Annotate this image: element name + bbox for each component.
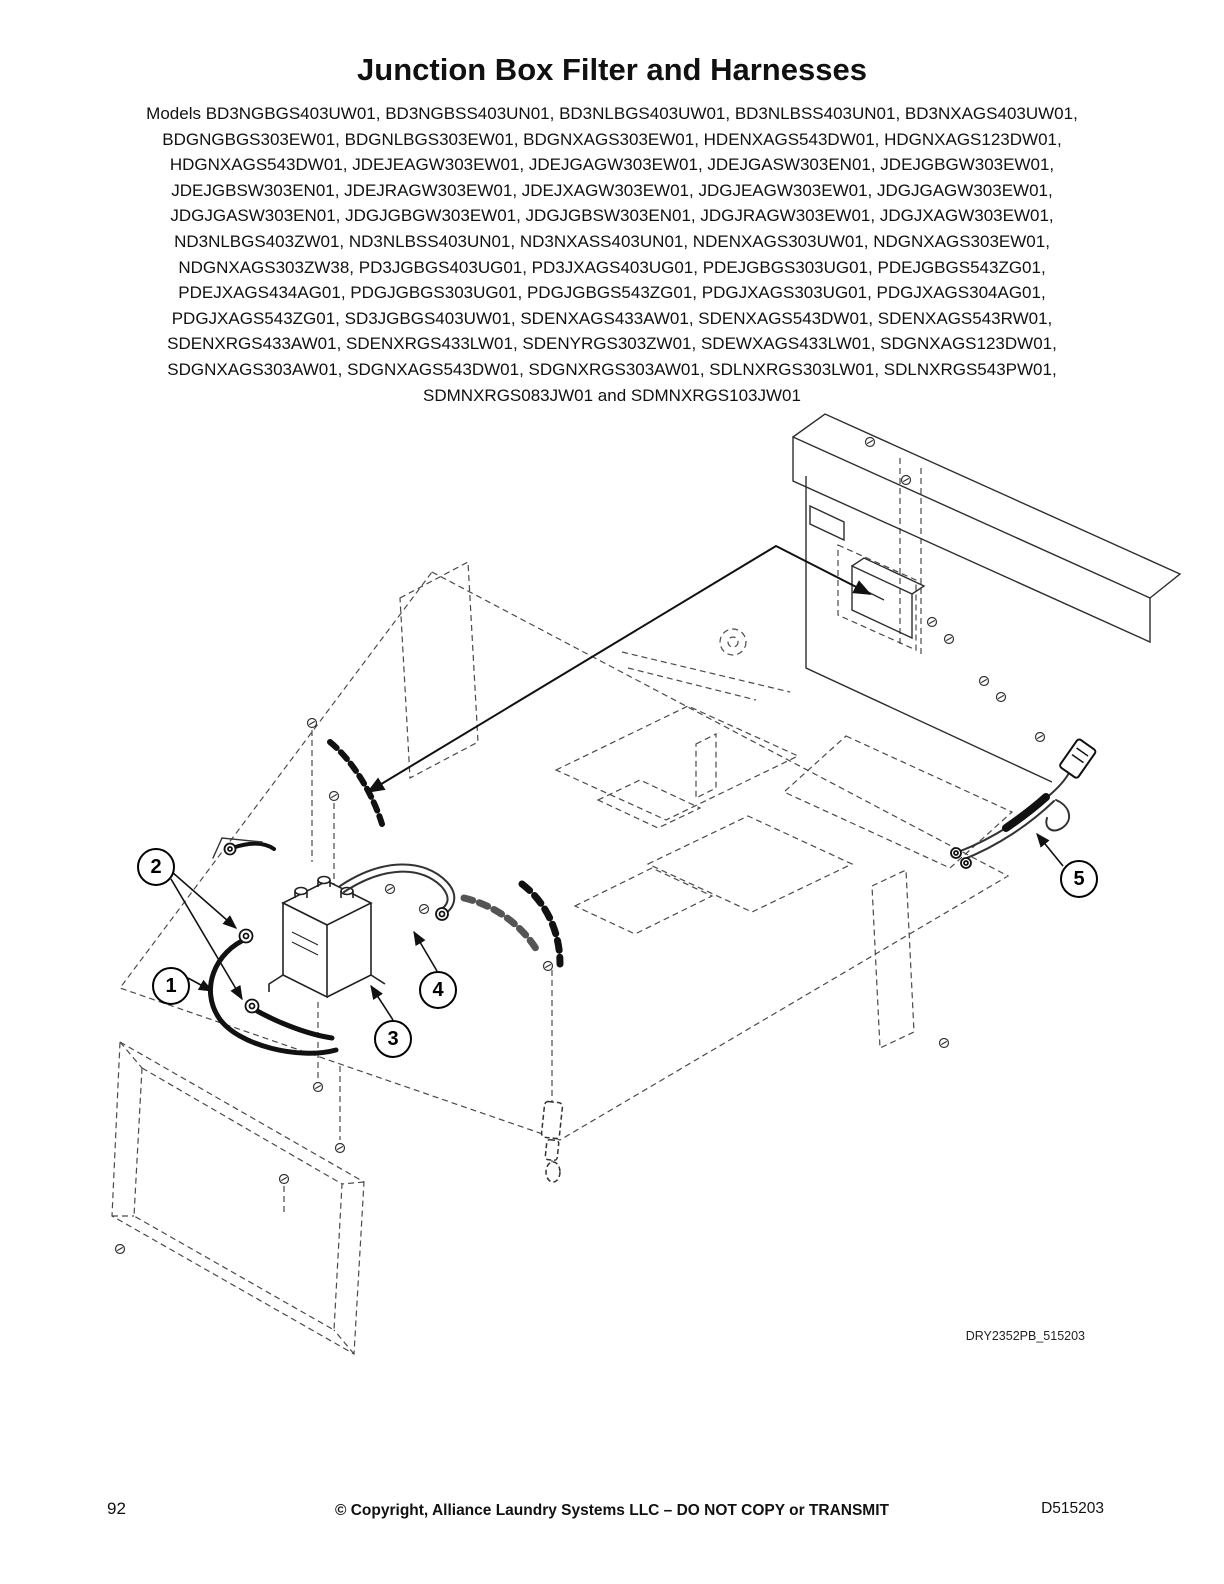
junction-box-filter (269, 877, 385, 998)
ring-terminals (225, 844, 972, 1013)
page-number: 92 (107, 1499, 126, 1518)
callout-3-number: 3 (387, 1027, 399, 1050)
models-line: BDGNGBGS303EW01, BDGNLBGS303EW01, BDGNXAGS303EW01, HDENXAGS543DW01, HDGNXAGS123DW01, (162, 129, 1062, 149)
page-title: Junction Box Filter and Harnesses (357, 52, 867, 87)
models-line: ND3NLBGS403ZW01, ND3NLBSS403UN01, ND3NXASS403UN01, NDENXAGS303UW01, NDGNXAGS303EW01, (174, 231, 1050, 251)
models-line: PDGJXAGS543ZG01, SD3JGBGS403UW01, SDENXAGS433AW01, SDENXAGS543DW01, SDENXAGS543RW01, (171, 308, 1053, 328)
screw-fasteners (116, 438, 1045, 1254)
copyright-text: © Copyright, Alliance Laundry Systems LLC – DO NOT COPY or TRANSMIT (335, 1502, 889, 1519)
callout-2 (137, 848, 175, 886)
models-line: JDEJGBSW303EN01, JDEJRAGW303EW01, JDEJXAGW303EW01, JDGJEAGW303EW01, JDGJGAGW303EW01, (171, 180, 1053, 200)
harness-connector (1059, 738, 1097, 778)
callout-4 (419, 971, 457, 1009)
callout-3 (374, 1020, 412, 1058)
wire-harnesses (210, 742, 1071, 1053)
callout-1-number: 1 (165, 974, 177, 997)
models-line: JDGJGASW303EN01, JDGJGBGW303EW01, JDGJGBSW303EN01, JDGJRAGW303EW01, JDGJXAGW303EW01, (170, 206, 1054, 226)
callout-4-number: 4 (432, 978, 444, 1001)
models-line: NDGNXAGS303ZW38, PD3JGBGS403UG01, PD3JXAGS403UG01, PDEJGBGS303UG01, PDEJGBGS543ZG01, (178, 257, 1046, 277)
rear-panel (793, 414, 1180, 782)
hanging-connector (541, 1101, 563, 1182)
cabinet-hidden-lines (112, 458, 1012, 1354)
callout-arrows (171, 834, 1063, 1020)
callout-2-number: 2 (150, 855, 162, 878)
figure-reference: DRY2352PB_515203 (965, 1329, 1085, 1343)
models-line: HDGNXAGS543DW01, JDEJEAGW303EW01, JDEJGAGW303EW01, JDEJGASW303EN01, JDEJGBGW303EW01, (169, 155, 1055, 175)
callout-5-number: 5 (1073, 867, 1085, 890)
callout-5 (1060, 860, 1098, 898)
pointer-line (368, 546, 870, 792)
document-number: D515203 (1041, 1500, 1104, 1517)
callout-1 (152, 967, 190, 1005)
models-list (82, 101, 1142, 408)
models-line: Models BD3NGBGS403UW01, BD3NGBSS403UN01, BD3NLBGS403UW01, BD3NLBSS403UN01, BD3NXAGS403UW01, (146, 104, 1078, 123)
models-line: SDMNXRGS083JW01 and SDMNXRGS103JW01 (423, 385, 801, 405)
models-line: PDEJXAGS434AG01, PDGJGBGS303UG01, PDGJGBGS543ZG01, PDGJXAGS303UG01, PDGJXAGS304AG01, (178, 283, 1046, 303)
models-line: SDENXRGS433AW01, SDENXRGS433LW01, SDENYRGS303ZW01, SDEWXAGS433LW01, SDGNXAGS123DW01, (167, 334, 1057, 354)
models-line: SDGNXAGS303AW01, SDGNXAGS543DW01, SDGNXRGS303AW01, SDLNXRGS303LW01, SDLNXRGS543PW01, (167, 359, 1057, 379)
